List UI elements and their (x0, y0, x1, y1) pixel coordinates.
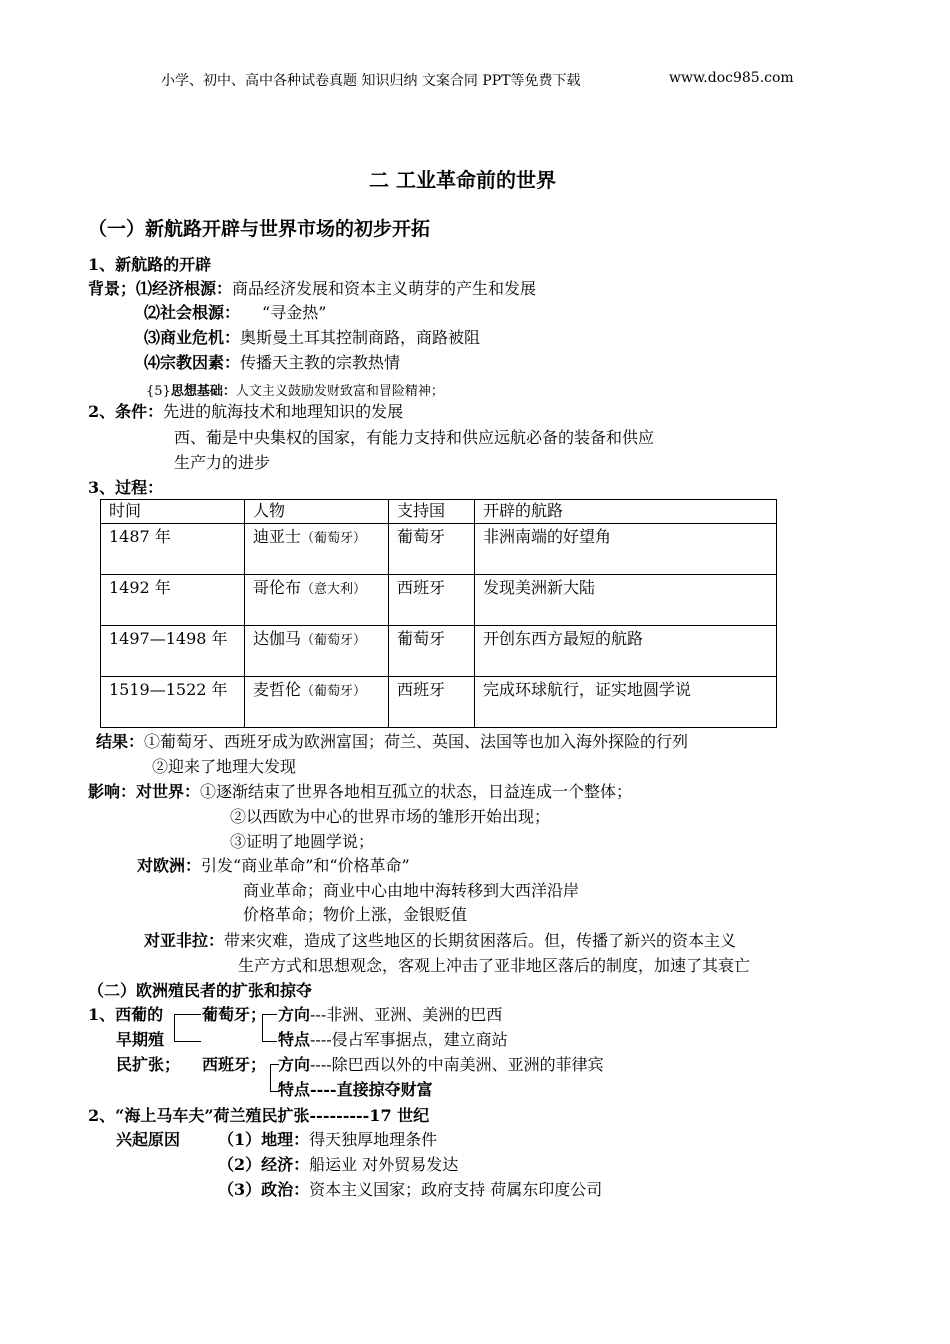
bg-num: ⑴ (136, 279, 153, 298)
brace-line (174, 1014, 201, 1042)
person-name: 迪亚士 (253, 527, 302, 546)
reason-value: 得天独厚地理条件 (309, 1130, 438, 1149)
person-name: 哥伦布 (253, 578, 302, 597)
reason-key: 政治： (261, 1180, 310, 1199)
bg-key: 思想基础： (170, 384, 236, 399)
person-cell (245, 677, 389, 728)
result-row-1 (96, 732, 688, 752)
person-cell (245, 626, 389, 677)
bg-value: 传播天主教的宗教热情 (240, 353, 401, 372)
support-cell: 西班牙 (389, 677, 475, 728)
bg-value: 奥斯曼土耳其控制商路，商路被阻 (240, 328, 481, 347)
pt-feature (278, 1030, 508, 1050)
background-row-1 (88, 279, 536, 299)
brace-line (262, 1014, 277, 1042)
impact-europe-3: 价格革命；物价上涨，金银贬值 (243, 905, 468, 924)
section2-heading: （二）欧洲殖民者的扩张和掠夺 (88, 981, 313, 1000)
impact-world-2: ②以西欧为中心的世界市场的雏形开始出现； (230, 807, 551, 826)
table-header-cell: 开辟的航路 (475, 500, 777, 524)
conditions-line1: 先进的航海技术和地理知识的发展 (163, 402, 404, 421)
bg-num: {5} (146, 384, 171, 399)
impact-europe-label: 对欧洲： (137, 856, 202, 875)
es-direction (278, 1055, 604, 1075)
conditions-label: 2、条件： (88, 402, 164, 421)
reason-num: （1） (218, 1130, 262, 1149)
person-country: （葡萄牙） (301, 633, 367, 648)
table-row (101, 524, 777, 575)
header-url: www.doc985.com (669, 70, 794, 86)
pt-feat-key: 特点 (278, 1030, 311, 1049)
time-cell: 1487 年 (101, 524, 245, 575)
bg-key: 经济根源： (152, 279, 233, 298)
background-row-4 (144, 353, 400, 373)
person-country: （葡萄牙） (301, 684, 367, 699)
impact-europe-2: 商业革命；商业中心由地中海转移到大西洋沿岸 (243, 881, 580, 900)
result-line1: ①葡萄牙、西班牙成为欧洲富国；荷兰、英国、法国等也加入海外探险的行列 (144, 732, 689, 751)
bg-value: 人文主义鼓励发财致富和冒险精神； (235, 384, 444, 399)
reason-key: 地理： (261, 1130, 310, 1149)
process-label: 3、过程： (88, 478, 164, 497)
section1-heading: （一）新航路开辟与世界市场的初步开拓 (88, 218, 431, 240)
reason-key: 经济： (261, 1155, 310, 1174)
table-header-cell: 支持国 (389, 500, 475, 524)
es-dir-val: ----除巴西以外的中南美洲、亚洲的菲律宾 (310, 1055, 604, 1074)
reason-num: （3） (218, 1180, 262, 1199)
reason-row-3 (218, 1180, 602, 1200)
spain-label: 西班牙； (202, 1055, 267, 1074)
reason-num: （2） (218, 1155, 262, 1174)
conditions-line2: 西、葡是中央集权的国家，有能力支持和供应远航必备的装备和供应 (174, 428, 655, 447)
impact-europe-row (137, 856, 410, 876)
time-cell: 1492 年 (101, 575, 245, 626)
conditions-line3: 生产力的进步 (174, 453, 271, 472)
conditions-row-1 (88, 402, 403, 422)
result-line2: ②迎来了地理大发现 (152, 757, 297, 776)
route-cell: 完成环球航行，证实地圆学说 (475, 677, 777, 728)
background-row-3 (144, 328, 480, 348)
es-feature: 特点----直接掠夺财富 (278, 1080, 433, 1099)
s2-left3: 民扩张； (116, 1055, 181, 1074)
s2-left2: 早期殖 (116, 1030, 165, 1049)
bg-key: 商业危机： (160, 328, 241, 347)
bg-num: ⑶ (144, 328, 161, 347)
background-row-5 (146, 380, 444, 399)
bg-key: 社会根源： (160, 303, 241, 322)
page-header (161, 70, 581, 90)
table-row (101, 626, 777, 677)
item2-heading: 2、“海上马车夫”荷兰殖民扩张---------17 世纪 (88, 1106, 430, 1125)
person-cell (245, 575, 389, 626)
bg-num: ⑷ (144, 353, 161, 372)
reason-value: 船运业 对外贸易发达 (309, 1155, 459, 1174)
support-cell: 葡萄牙 (389, 524, 475, 575)
route-cell: 非洲南端的好望角 (475, 524, 777, 575)
impact-europe-1: 引发“商业革命”和“价格革命” (201, 856, 410, 875)
time-cell: 1497—1498 年 (101, 626, 245, 677)
support-cell: 西班牙 (389, 575, 475, 626)
route-cell: 发现美洲新大陆 (475, 575, 777, 626)
pt-direction (278, 1005, 502, 1025)
impact-world-3: ③证明了地圆学说； (230, 832, 375, 851)
table-header-cell: 人物 (245, 500, 389, 524)
impact-asia-label: 对亚非拉： (144, 931, 225, 950)
page-title: 二 工业革命前的世界 (369, 168, 556, 192)
impact-row-1 (88, 782, 632, 802)
pt-dir-val: ---非洲、亚洲、美洲的巴西 (310, 1005, 503, 1024)
background-row-2 (144, 303, 326, 323)
table-row (101, 575, 777, 626)
person-cell (245, 524, 389, 575)
route-cell: 开创东西方最短的航路 (475, 626, 777, 677)
bg-value: “寻金热” (262, 303, 327, 322)
table-header-cell: 时间 (101, 500, 245, 524)
person-name: 麦哲伦 (253, 680, 302, 699)
impact-world-label: 对世界： (136, 782, 201, 801)
bg-num: ⑵ (144, 303, 161, 322)
person-name: 达伽马 (253, 629, 302, 648)
reason-row-2 (218, 1155, 458, 1175)
pt-dir-key: 方向 (278, 1005, 311, 1024)
pt-feat-val: ----侵占军事据点，建立商站 (310, 1030, 508, 1049)
item1-heading: 1、新航路的开辟 (88, 255, 212, 274)
impact-asia-2: 生产方式和思想观念，客观上冲击了亚非地区落后的制度，加速了其衰亡 (238, 956, 751, 975)
person-country: （葡萄牙） (301, 531, 367, 546)
person-country: （意大利） (301, 582, 367, 597)
es-dir-key: 方向 (278, 1055, 311, 1074)
header-text: 小学、初中、高中各种试卷真题 知识归纳 文案合同 PPT等免费下载 (161, 73, 581, 89)
process-table (100, 499, 777, 728)
background-label: 背景； (88, 279, 137, 298)
reason-row-1 (218, 1130, 437, 1150)
table-row (101, 677, 777, 728)
s2-left1: 1、西葡的 (88, 1005, 164, 1024)
impact-asia-row (144, 931, 736, 951)
bg-value: 商品经济发展和资本主义萌芽的产生和发展 (232, 279, 537, 298)
result-label: 结果： (96, 732, 145, 751)
impact-asia-1: 带来灾难，造成了这些地区的长期贫困落后。但，传播了新兴的资本主义 (224, 931, 737, 950)
time-cell: 1519—1522 年 (101, 677, 245, 728)
impact-label: 影响： (88, 782, 137, 801)
reason-label: 兴起原因 (116, 1130, 181, 1149)
portugal-label: 葡萄牙； (202, 1005, 267, 1024)
reason-value: 资本主义国家；政府支持 荷属东印度公司 (309, 1180, 603, 1199)
impact-world-1: ①逐渐结束了世界各地相互孤立的状态，日益连成一个整体； (200, 782, 633, 801)
bg-key: 宗教因素： (160, 353, 241, 372)
table-header-row (101, 500, 777, 524)
support-cell: 葡萄牙 (389, 626, 475, 677)
